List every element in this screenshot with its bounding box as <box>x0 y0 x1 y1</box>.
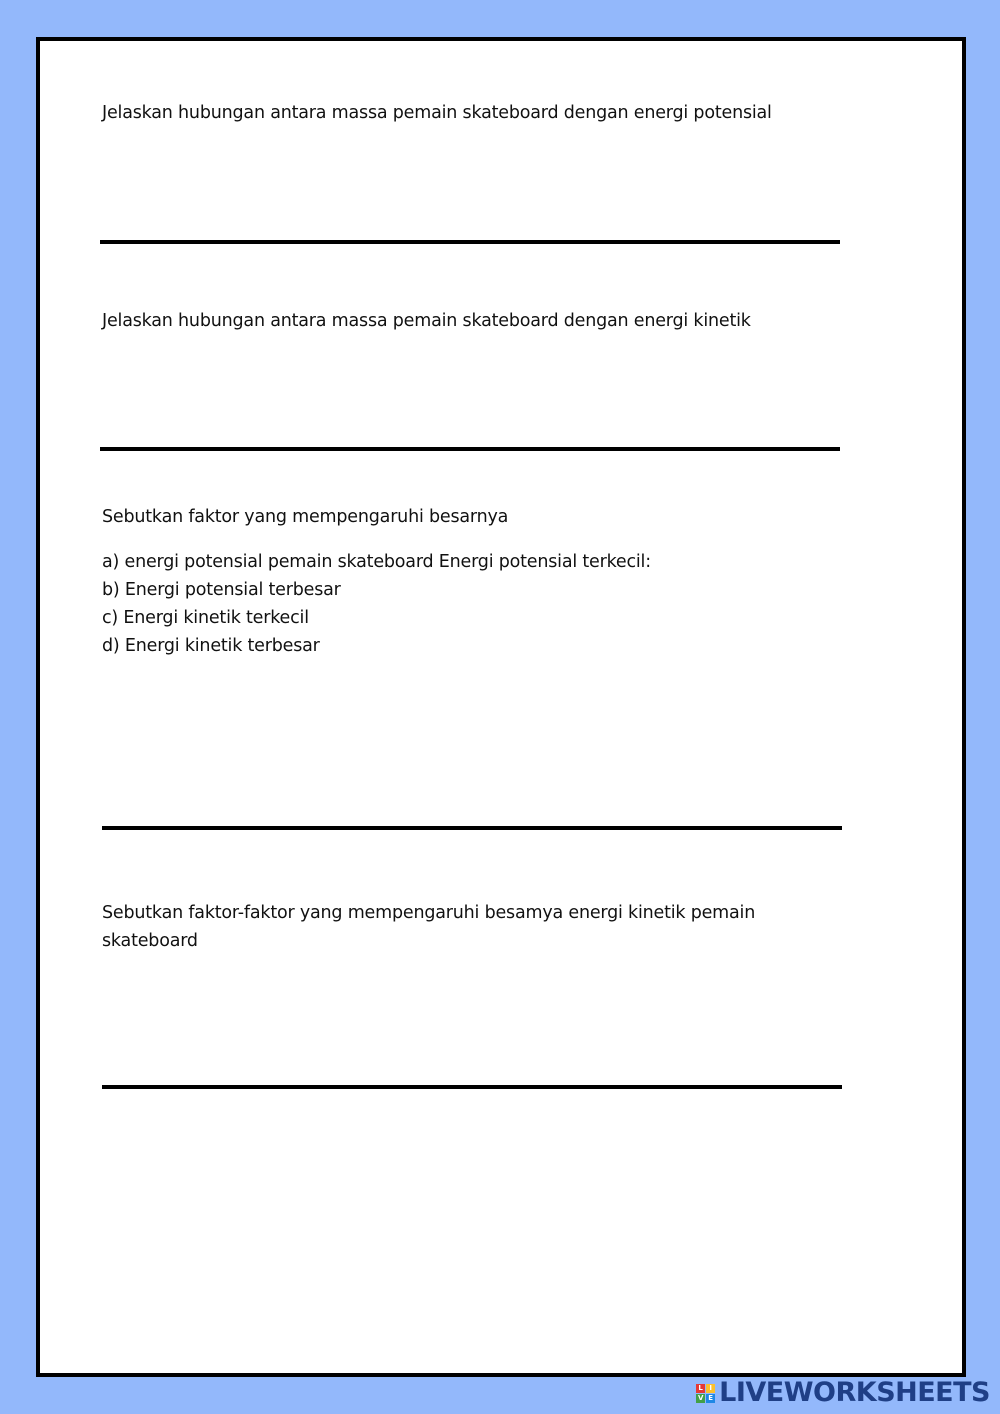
question-2-text: Jelaskan hubungan antara massa pemain skateboard dengan energi kinetik <box>102 311 751 331</box>
brand-name: LIVEWORKSHEETS <box>719 1377 990 1408</box>
logo-letter-i: I <box>706 1384 715 1393</box>
logo-letter-l: L <box>696 1384 705 1393</box>
answer-line-3[interactable] <box>102 826 842 830</box>
liveworksheets-logo-icon <box>696 1384 715 1403</box>
answer-line-1[interactable] <box>100 240 840 244</box>
worksheet-page <box>36 37 966 1377</box>
option-a: a) energi potensial pemain skateboard Energi potensial terkecil: <box>102 552 651 572</box>
answer-line-4[interactable] <box>102 1085 842 1089</box>
liveworksheets-brand <box>696 1378 990 1408</box>
question-3-text: Sebutkan faktor yang mempengaruhi besarnya <box>102 507 509 527</box>
question-1-text: Jelaskan hubungan antara massa pemain skateboard dengan energi potensial <box>102 103 772 123</box>
question-4-text: Sebutkan faktor-faktor yang mempengaruhi besamya energi kinetik pemain skateboard <box>102 903 756 951</box>
option-c: c) Energi kinetik terkecil <box>102 608 309 628</box>
answer-line-2[interactable] <box>100 447 840 451</box>
logo-letter-e: E <box>706 1394 715 1403</box>
logo-letter-v: V <box>697 1393 704 1402</box>
option-b: b) Energi potensial terbesar <box>102 580 341 600</box>
question-3-options <box>102 548 651 660</box>
option-d: d) Energi kinetik terbesar <box>102 636 320 656</box>
